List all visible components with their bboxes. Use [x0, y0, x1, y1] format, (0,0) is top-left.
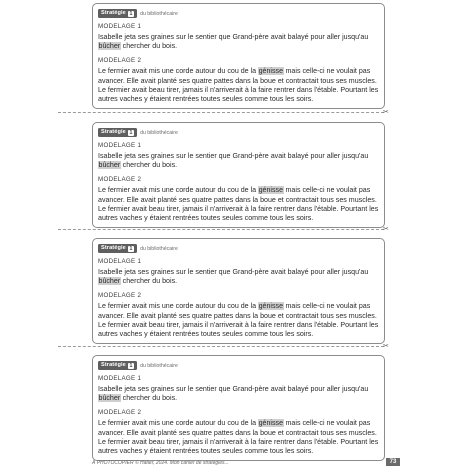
card-subtitle: du bibliothécaire — [140, 10, 178, 17]
strategy-card-3 — [92, 238, 385, 344]
modelage-1-label: MODELAGE 1 — [98, 375, 142, 382]
highlight-word: génisse — [258, 67, 284, 76]
card-header — [98, 360, 379, 371]
strategy-badge: Stratégie 1 — [98, 9, 137, 18]
cut-line — [58, 112, 384, 113]
card-subtitle: du bibliothécaire — [140, 129, 178, 136]
modelage-1-text: Isabelle jeta ses graines sur le sentier que Grand-père avait balayé pour aller jusqu'au bûcher chercher du bois. — [98, 33, 369, 51]
modelage-1-label: MODELAGE 1 — [98, 142, 142, 149]
card-header — [98, 243, 379, 254]
card-subtitle: du bibliothécaire — [140, 245, 178, 252]
modelage-2-text: Le fermier avait mis une corde autour du cou de la génisse mais celle-ci ne voulait pas avancer. Elle avait planté ses quatre pattes dans la boue et contractait tous ses muscles. Le fermier avait beau tirer, jamais il n'arriverait à la faire rentrer dans l'étable. Pourtant les autres vaches y étaient rentrées toutes seules comme tous les soirs. — [98, 419, 379, 456]
page-number: 73 — [386, 458, 400, 466]
highlight-word: génisse — [258, 302, 284, 311]
modelage-2-text: Le fermier avait mis une corde autour du cou de la génisse mais celle-ci ne voulait pas avancer. Elle avait planté ses quatre pattes dans la boue et contractait tous ses muscles. Le fermier avait beau tirer, jamais il n'arriverait à la faire rentrer dans l'étable. Pourtant les autres vaches y étaient rentrées toutes seules comme tous les soirs. — [98, 302, 379, 339]
highlight-word: bûcher — [98, 42, 121, 51]
modelage-1-label: MODELAGE 1 — [98, 23, 142, 30]
card-header — [98, 8, 379, 19]
strategy-badge: Stratégie 1 — [98, 128, 137, 137]
highlight-word: bûcher — [98, 161, 121, 170]
modelage-1-text: Isabelle jeta ses graines sur le sentier que Grand-père avait balayé pour aller jusqu'au bûcher chercher du bois. — [98, 268, 369, 286]
modelage-2-label: MODELAGE 2 — [98, 57, 142, 65]
strategy-card-1 — [92, 3, 385, 109]
modelage-1-text: Isabelle jeta ses graines sur le sentier que Grand-père avait balayé pour aller jusqu'au bûcher chercher du bois. — [98, 152, 369, 170]
strategy-card-4 — [92, 355, 385, 461]
modelage-2-label: MODELAGE 2 — [98, 292, 142, 300]
scissors-icon: ✂ — [383, 109, 389, 116]
scissors-icon: ✂ — [383, 226, 389, 233]
cut-line — [58, 346, 384, 347]
highlight-word: bûcher — [98, 277, 121, 286]
card-header — [98, 127, 379, 138]
modelage-2-label: MODELAGE 2 — [98, 409, 142, 417]
modelage-2-label: MODELAGE 2 — [98, 176, 142, 184]
modelage-2-text: Le fermier avait mis une corde autour du cou de la génisse mais celle-ci ne voulait pas avancer. Elle avait planté ses quatre pattes dans la boue et contractait tous ses muscles. Le fermier avait beau tirer, jamais il n'arriverait à la faire rentrer dans l'étable. Pourtant les autres vaches y étaient rentrées toutes seules comme tous les soirs. — [98, 67, 379, 104]
strategy-badge: Stratégie 1 — [98, 244, 137, 253]
card-subtitle: du bibliothécaire — [140, 362, 178, 369]
modelage-1-text: Isabelle jeta ses graines sur le sentier que Grand-père avait balayé pour aller jusqu'au bûcher chercher du bois. — [98, 385, 369, 403]
highlight-word: génisse — [258, 186, 284, 195]
modelage-2-text: Le fermier avait mis une corde autour du cou de la génisse mais celle-ci ne voulait pas avancer. Elle avait planté ses quatre pattes dans la boue et contractait tous ses muscles. Le fermier avait beau tirer, jamais il n'arriverait à la faire rentrer dans l'étable. Pourtant les autres vaches y étaient rentrées toutes seules comme tous les soirs. — [98, 186, 379, 223]
strategy-badge: Stratégie 1 — [98, 361, 137, 370]
modelage-1-label: MODELAGE 1 — [98, 258, 142, 265]
highlight-word: génisse — [258, 419, 284, 428]
cut-line — [58, 229, 384, 230]
strategy-card-2 — [92, 122, 385, 228]
scissors-icon: ✂ — [383, 343, 389, 350]
footer-credit: À PHOTOCOPIER © Hatier, 2024. Mon cahier de stratégies... — [92, 460, 229, 466]
highlight-word: bûcher — [98, 394, 121, 403]
